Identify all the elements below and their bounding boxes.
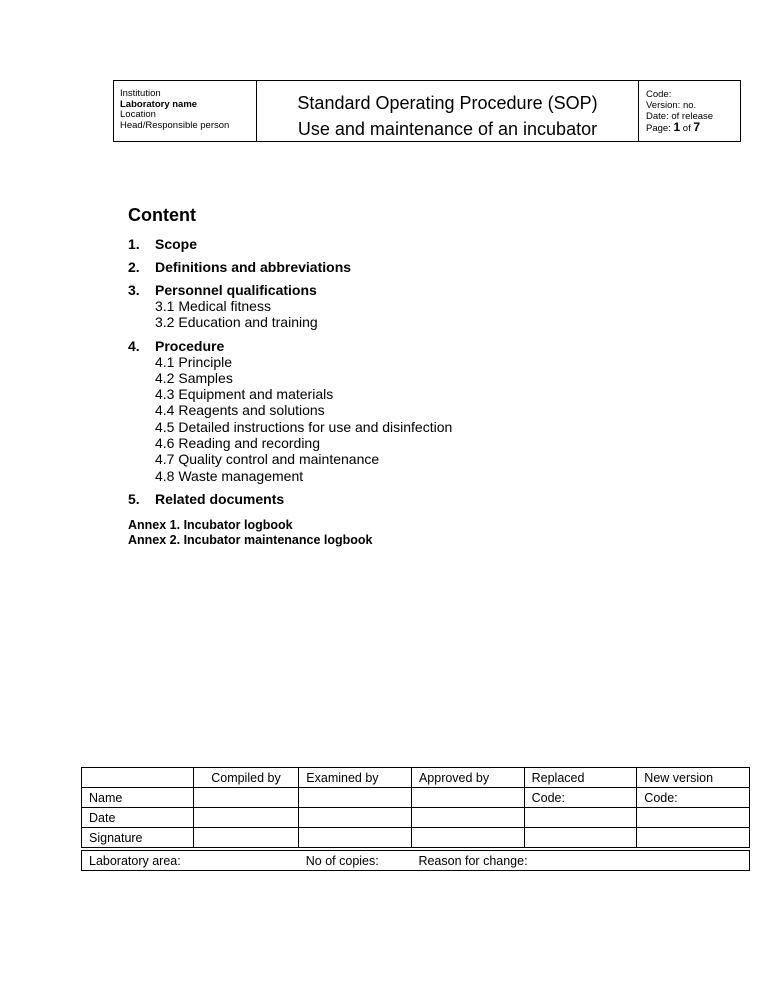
toc-number: 3.: [128, 282, 140, 298]
table-cell: [299, 828, 412, 850]
table-cell: Code:: [524, 788, 637, 808]
table-header-cell: [82, 768, 194, 788]
table-header-cell: Approved by: [411, 768, 524, 788]
toc-subitem: 3.1 Medical fitness: [155, 298, 271, 314]
table-cell: [299, 808, 412, 828]
table-cell: [524, 828, 637, 850]
laboratory-area-label: Laboratory area:: [82, 849, 299, 871]
document-title: Standard Operating Procedure (SOP): [297, 93, 598, 113]
toc-item-related-documents: [128, 491, 628, 507]
toc-item-definitions: [128, 259, 628, 275]
table-cell: [299, 788, 412, 808]
table-cell: [637, 808, 750, 828]
release-date-label: Date: of release: [646, 111, 714, 122]
toc-subitem: 4.2 Samples: [155, 369, 233, 386]
table-cell: Code:: [637, 788, 750, 808]
toc-item-scope: [128, 236, 628, 252]
toc-subitem: 4.7 Quality control and maintenance: [155, 451, 380, 468]
toc-item-procedure: [128, 338, 628, 484]
table-of-contents: [128, 236, 628, 514]
toc-item-personnel: [128, 282, 628, 331]
location-label: Location: [120, 109, 156, 120]
table-header-cell: Replaced: [524, 768, 637, 788]
annex-item: Annex 2. Incubator maintenance logbook: [128, 533, 373, 547]
table-row: [82, 808, 750, 828]
toc-number: 1.: [128, 236, 140, 252]
row-label: Signature: [82, 828, 194, 850]
copies-label: No of copies:: [299, 849, 412, 871]
table-header-cell: Examined by: [299, 768, 412, 788]
row-label: Date: [82, 808, 194, 828]
table-cell: [193, 828, 299, 850]
reason-for-change-label: Reason for change:: [411, 849, 749, 871]
toc-subitem: 4.3 Equipment and materials: [155, 386, 334, 403]
table-cell: [411, 828, 524, 850]
signature-table: [81, 767, 750, 871]
row-label: Name: [82, 788, 194, 808]
toc-label: Definitions and abbreviations: [155, 259, 352, 275]
page-of-label: of: [682, 123, 691, 134]
page-number: 1: [673, 120, 681, 134]
table-header-cell: New version: [637, 768, 750, 788]
toc-subitem: 4.1 Principle: [155, 353, 233, 370]
toc-label: Personnel qualifications: [155, 282, 317, 298]
toc-number: 2.: [128, 259, 140, 275]
header-meta-block: [639, 81, 740, 141]
toc-label: Related documents: [155, 490, 285, 507]
table-row: [82, 828, 750, 850]
toc-number: 5.: [128, 490, 140, 507]
header-title-block: [257, 81, 639, 141]
toc-label: Procedure: [155, 337, 225, 354]
header-institution-block: [114, 81, 257, 141]
table-cell: [193, 788, 299, 808]
toc-number: 4.: [128, 337, 140, 354]
toc-subitem: 4.6 Reading and recording: [155, 435, 321, 452]
page-indicator: [646, 122, 740, 134]
page-total: 7: [693, 120, 701, 134]
table-row: [82, 788, 750, 808]
toc-subitem: 4.5 Detailed instructions for use and disinfection: [155, 418, 453, 435]
table-header-cell: Compiled by: [193, 768, 299, 788]
toc-subitem: 4.8 Waste management: [155, 467, 304, 484]
content-heading: Content: [128, 205, 196, 225]
document-subtitle: Use and maintenance of an incubator: [297, 119, 598, 139]
table-cell: [411, 788, 524, 808]
page-label: Page:: [646, 123, 671, 134]
table-cell: [524, 808, 637, 828]
document-header: [113, 80, 741, 142]
table-cell: [637, 828, 750, 850]
version-label: Version: no.: [646, 100, 697, 111]
toc-subitem: 4.4 Reagents and solutions: [155, 402, 325, 419]
toc-label: Scope: [155, 236, 198, 252]
table-footer-row: [82, 849, 750, 871]
table-cell: [193, 808, 299, 828]
table-cell: [411, 808, 524, 828]
table-header-row: [82, 768, 750, 788]
annex-list: [128, 518, 372, 548]
code-label: Code:: [646, 89, 672, 100]
annex-item: Annex 1. Incubator logbook: [128, 518, 293, 532]
institution-label: Institution: [120, 88, 161, 99]
laboratory-name-label: Laboratory name: [120, 98, 198, 110]
toc-subitem: 3.2 Education and training: [155, 314, 318, 331]
responsible-person-label: Head/Responsible person: [120, 119, 230, 131]
